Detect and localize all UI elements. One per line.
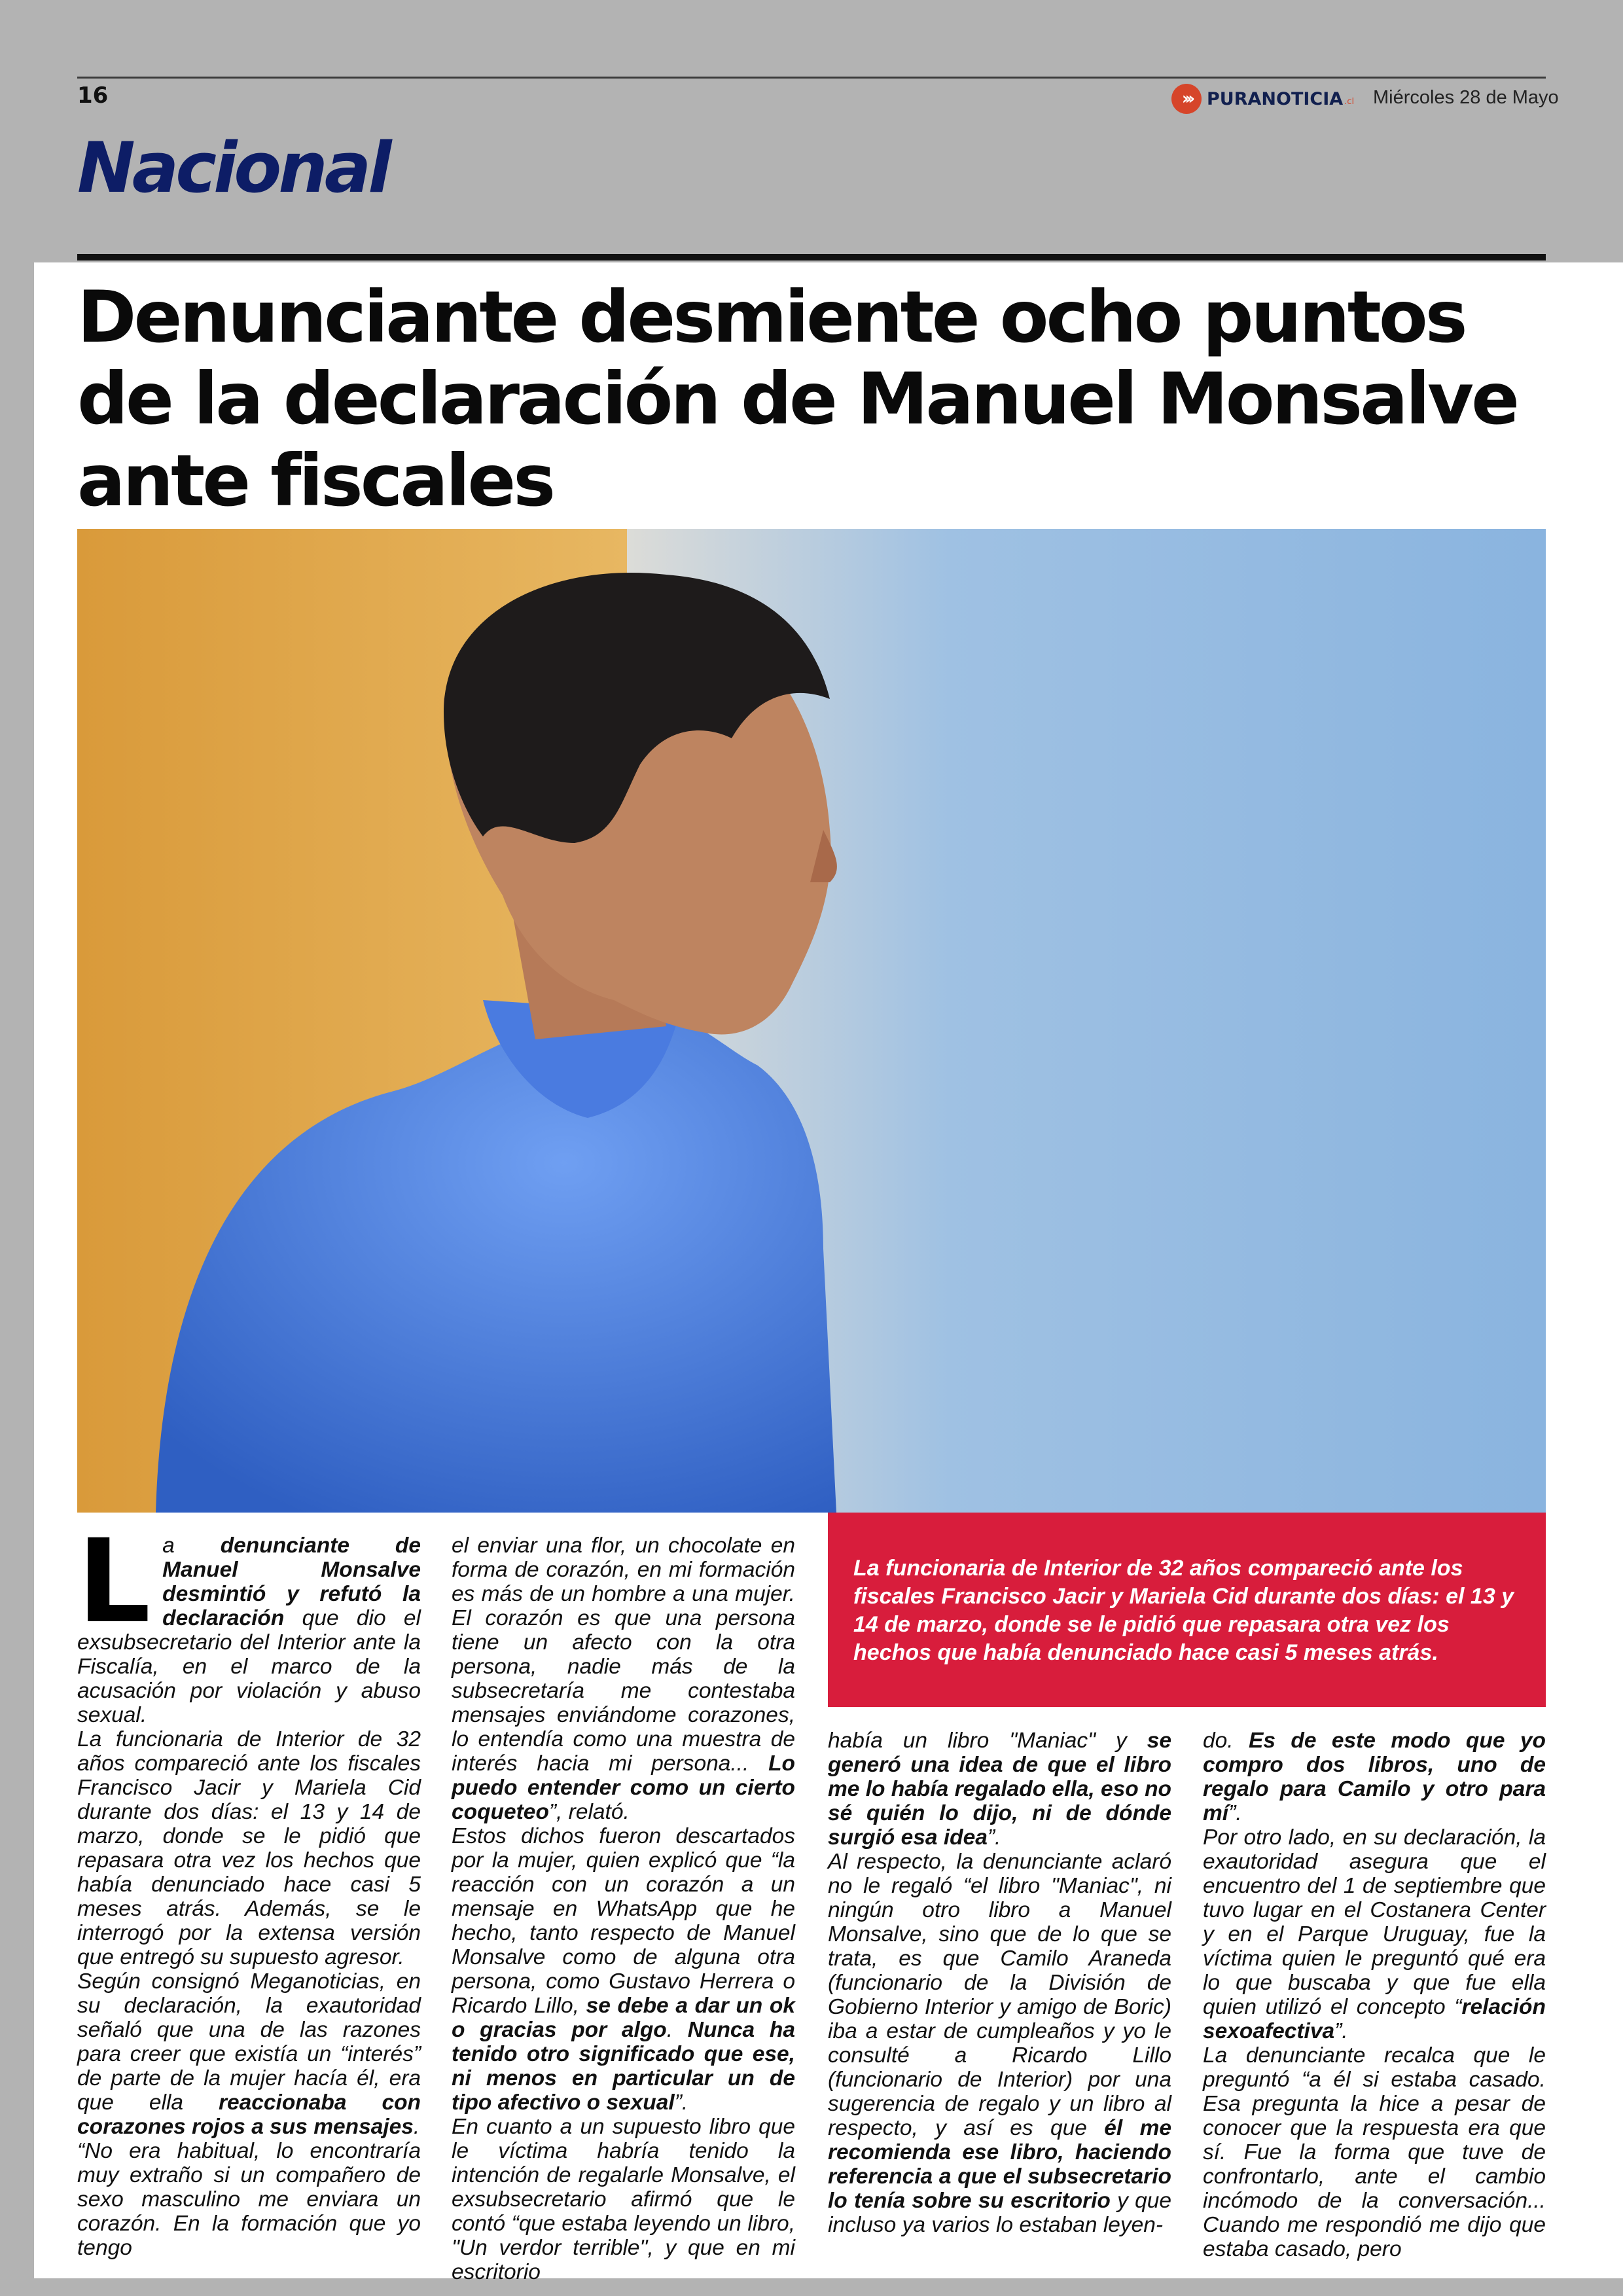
callout-box (828, 1513, 1546, 1707)
text-run: Según consignó Meganoticias, en su declaración, la exautoridad señaló que una de las razones para creer que existía un “interés” de parte de la mujer hacía él, era que ella (77, 1969, 421, 2115)
emphasis-run: se debe a dar un ok o gracias por algo (452, 1994, 795, 2042)
callout-text: La funcionaria de Interior de 32 años compareció ante los fiscales Francisco Jacir y Mariela Cid durante dos días: el 13 y 14 de marzo, donde se le pidió que repasara otra vez los hechos que había denunciado hace casi 5 meses atrás. (853, 1556, 1514, 1665)
section-title: Nacional (77, 128, 389, 208)
text-run: que dio el exsubsecretario del Interior ante la Fiscalía, en el marco de la acusación por violación y abuso sexual. (77, 1606, 421, 1727)
text-run: . (666, 2018, 688, 2042)
page-number: 16 (77, 82, 109, 109)
issue-date: Miércoles 28 de Mayo (1373, 87, 1559, 108)
drop-cap: L (77, 1515, 151, 1649)
text-run: ”, relató. (548, 1800, 630, 1824)
text-run: había un libro "Maniac" y (828, 1729, 1147, 1753)
text-run: “No era habitual, lo encontraría muy extraño si un compañero de sexo masculino me enviara un corazón. En la formación que yo tengo (77, 2139, 421, 2260)
text-run: Al respecto, la denunciante aclaró no le regaló “el libro "Maniac", ni ningún otro libro a Manuel Monsalve, sino que de lo que se trata, es que Camilo Araneda (funcionario de la División de Gobierno Interior y amigo de Boric) iba a estar de cumpleaños y yo le consulté a Ricardo Lillo (funcionario de Interior) por una sugerencia de regalo y un libro al respecto, y así es que (828, 1850, 1171, 2140)
article-headline: Denunciante desmiente ocho puntos de la declaración de Manuel Monsalve ante fiscales (77, 276, 1518, 522)
emphasis-run: él me recomienda ese libro, haciendo referencia a que el subsecretario lo tenía sobre su escritorio (828, 2116, 1171, 2213)
emphasis-run: se generó una idea de que el libro me lo había regalado ella, eso no sé quién lo dijo, ni de dónde surgió esa idea (828, 1729, 1171, 1850)
text-run: . (413, 2115, 420, 2139)
logo-text: PURANOTICIA (1207, 88, 1344, 109)
text-run: La denunciante recalca que le preguntó “a él si estaba casado. Esa pregunta la hice a pesar de conocer que la respuesta era que sí. Fue la forma que tuve de confrontarlo, ante el cambio incómodo de la conversación... Cuando me respondió me dijo que estaba casado, pero (1203, 2043, 1546, 2261)
emphasis-run: Lo puedo entender como un cierto coqueteo (452, 1751, 795, 1824)
emphasis-run: denunciante de Manuel Monsalve desmintió y refutó la declaración (162, 1534, 421, 1630)
text-run: Estos dichos fueron descartados por la mujer, quien explicó que “la reacción con un corazón a un mensaje en WhatsApp que he hecho, tanto respecto de Manuel Monsalve como de alguna otra persona, como Gustavo Herrera o Ricardo Lillo, (452, 1824, 795, 2018)
text-run: el enviar una flor, un chocolate en forma de corazón, en mi formación es más de un hombre a una mujer. El corazón es que una persona tiene un afecto con la otra persona, nadie más de la subsecretaría me contestaba mensajes enviándome corazones, lo entendía como una muestra de interés hacia mi persona... (452, 1534, 795, 1776)
text-run: ”. (1228, 1801, 1242, 1825)
emphasis-run: Es de este modo que yo compro dos libros, uno de regalo para Camilo y otro para mí (1203, 1729, 1546, 1825)
text-run: y que incluso ya varios lo estaban leyen- (828, 2189, 1172, 2237)
text-run: ”. (1334, 2019, 1348, 2043)
puranoticia-chevrons-icon: ››› (1171, 84, 1202, 114)
text-run: La funcionaria de Interior de 32 años compareció ante los fiscales Francisco Jacir y Mariela Cid durante dos días: el 13 y 14 de marzo, donde se le pidió que repasara otra vez los hechos que había denunciado hace casi 5 meses atrás. Además, se le interrogó por la extensa versión que entregó su supuesto agresor. (77, 1727, 421, 1969)
article-column-2 (452, 1534, 795, 2284)
text-run: do. (1203, 1729, 1249, 1753)
article-column-1 (77, 1515, 421, 2260)
section-rule (77, 254, 1546, 260)
logo-suffix: .cl (1344, 96, 1355, 107)
text-run: En cuanto a un supuesto libro que le víctima habría tenido la intención de regalarle Monsalve, el exsubsecretario afirmó que le contó “que estaba leyendo un libro, "Un verdor terrible", y que en mi escritorio (452, 2115, 795, 2284)
article-column-4 (1203, 1729, 1546, 2261)
article-photo (77, 529, 1546, 1513)
text-run: ”. (987, 1825, 1001, 1850)
article-column-3 (828, 1729, 1171, 2237)
emphasis-run: Nunca ha tenido otro significado que ese, ni menos en particular un de tipo afectivo o sexual (452, 2018, 795, 2115)
emphasis-run: reaccionaba con corazones rojos a sus mensajes (77, 2090, 421, 2139)
text-run: Por otro lado, en su declaración, la exautoridad asegura que el encuentro del 1 de septiembre que tuvo lugar en el Costanera Center y en el Parque Uruguay, fue la víctima quien le preguntó qué era lo que buscaba y que fue ella quien utilizó el concepto “ (1203, 1825, 1546, 2019)
header-top-rule (77, 77, 1546, 79)
emphasis-run: relación sexoafectiva (1203, 1995, 1546, 2043)
text-run: ”. (674, 2090, 688, 2115)
text-run: a (162, 1534, 221, 1558)
puranoticia-logo (1171, 84, 1354, 114)
